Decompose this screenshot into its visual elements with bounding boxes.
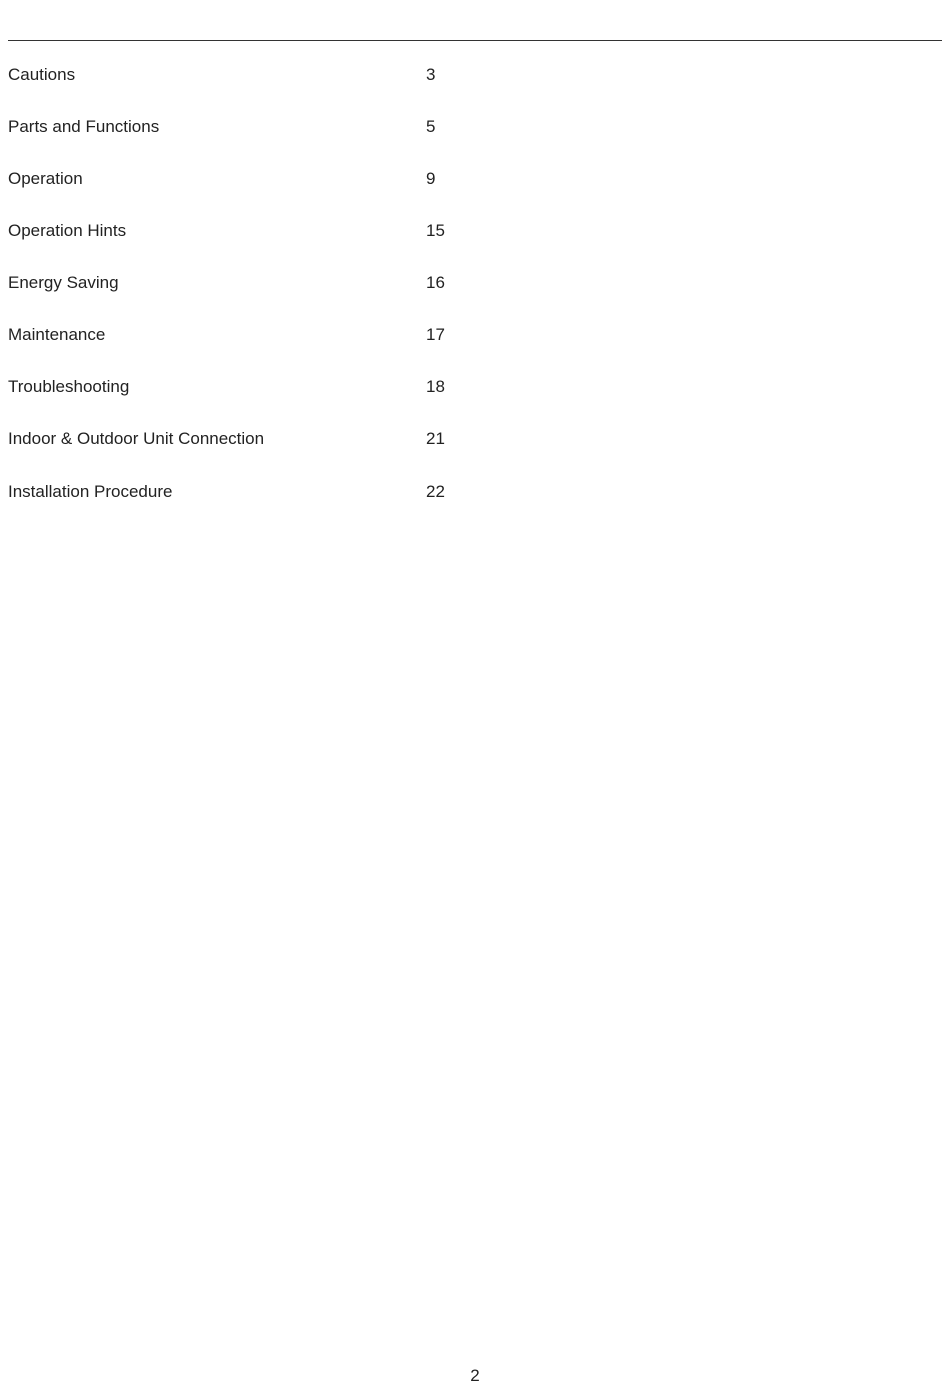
toc-entry-page: 17 <box>426 325 445 344</box>
toc-entry-page: 18 <box>426 377 445 396</box>
toc-entry-title: Energy Saving <box>8 273 119 292</box>
toc-entry[interactable] <box>8 62 908 114</box>
toc-entry-page: 21 <box>426 429 445 448</box>
toc-entry[interactable] <box>8 479 908 505</box>
table-of-contents <box>8 62 908 505</box>
toc-entry-title: Troubleshooting <box>8 377 130 396</box>
toc-entry-page: 22 <box>426 482 445 501</box>
toc-entry[interactable] <box>8 114 908 166</box>
toc-entry-page: 15 <box>426 221 445 240</box>
toc-entry-page: 5 <box>426 117 436 136</box>
toc-entry[interactable] <box>8 426 908 479</box>
toc-entry-title: Cautions <box>8 65 76 84</box>
toc-entry-title: Indoor & Outdoor Unit Connection <box>8 429 265 448</box>
toc-entry[interactable] <box>8 166 908 218</box>
toc-entry-title: Installation Procedure <box>8 482 173 501</box>
toc-entry-page: 16 <box>426 273 445 292</box>
toc-entry[interactable] <box>8 374 908 426</box>
toc-entry[interactable] <box>8 218 908 270</box>
toc-entry-title: Maintenance <box>8 325 106 344</box>
toc-entry-title: Parts and Functions <box>8 117 160 136</box>
toc-entry-page: 3 <box>426 65 436 84</box>
toc-entry[interactable] <box>8 270 908 322</box>
header-divider <box>8 40 942 41</box>
toc-entry-title: Operation <box>8 169 83 188</box>
toc-entry-page: 9 <box>426 169 436 188</box>
toc-entry[interactable] <box>8 322 908 374</box>
toc-entry-title: Operation Hints <box>8 221 127 240</box>
page-number: 2 <box>470 1366 480 1385</box>
